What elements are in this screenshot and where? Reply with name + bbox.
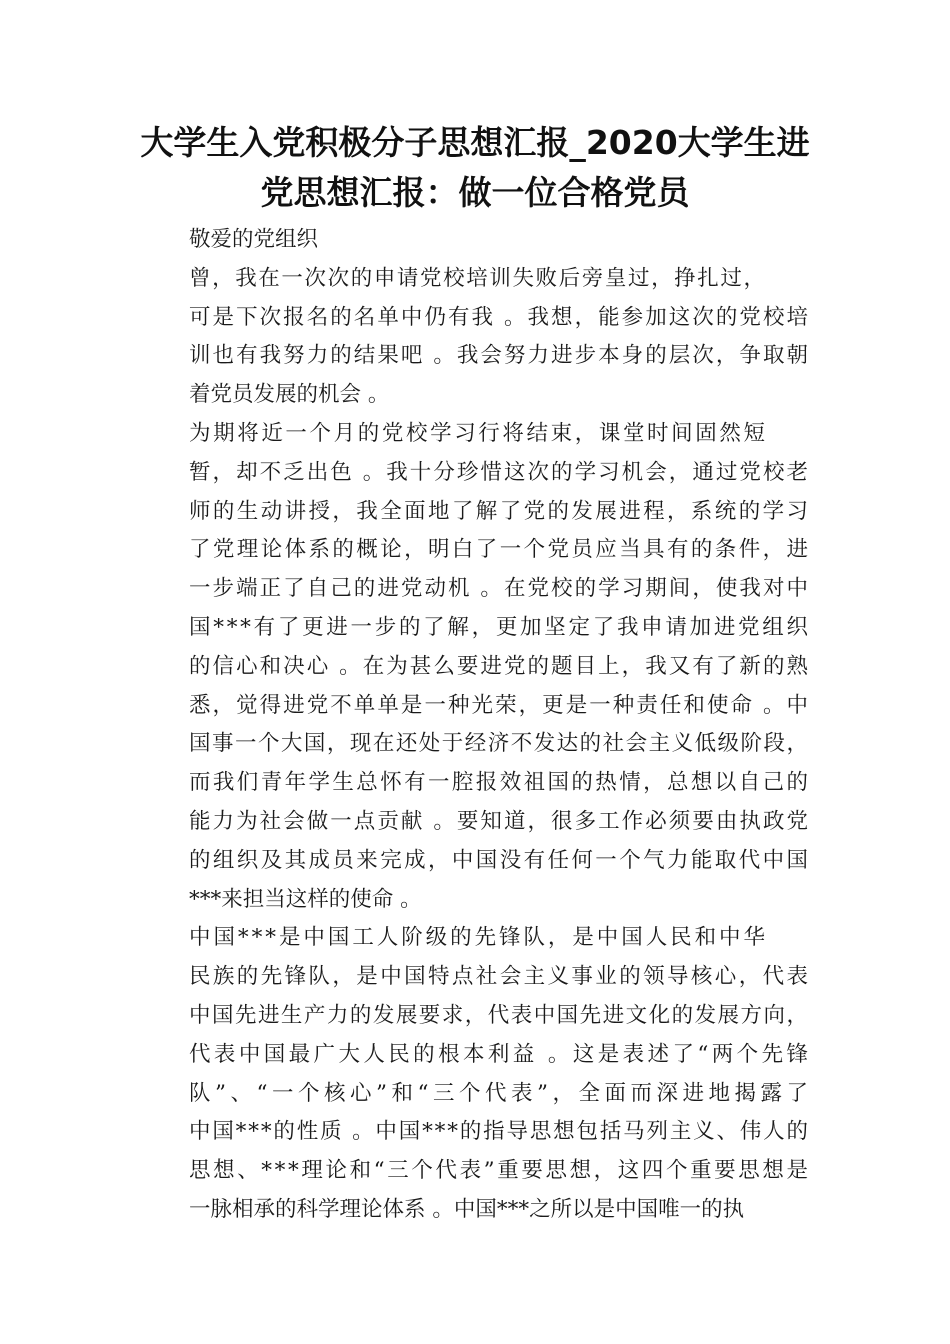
paragraph-line: 训也有我努力的结果吧 。我会努力进步本身的层次，争取朝 [189, 343, 811, 369]
paragraph [146, 919, 813, 1229]
paragraph-line: 中国***的性质 。中国***的指导思想包括马列主义、伟人的 [189, 1119, 810, 1145]
paragraph-line: ***来担当这样的使命 。 [189, 886, 422, 912]
paragraph-line: 能力为社会做一点贡献 。要知道，很多工作必须要由执政党 [189, 808, 811, 834]
paragraph-line: 为期将近一个月的党校学习行将结束，课堂时间固然短 [189, 420, 768, 446]
paragraph-line: 一步端正了自己的进党动机 。在党校的学习期间，使我对中 [189, 576, 811, 602]
paragraph-line: 悉，觉得进党不单单是一种光荣，更是一种责任和使命 。中 [189, 692, 811, 718]
paragraph-line: 国***有了更进一步的了解，更加坚定了我申请加进党组织 [189, 614, 811, 640]
paragraph-line: 的组织及其成员来完成，中国没有任何一个气力能取代中国 [189, 847, 811, 873]
paragraph-line: 暂，却不乏出色 。我十分珍惜这次的学习机会，通过党校老 [189, 459, 811, 485]
title-line: 党思想汇报：做一位合格党员 [260, 173, 690, 212]
paragraph [146, 415, 811, 919]
paragraph-line: 队”、“一个核心”和“三个代表”，全面而深进地揭露了 [189, 1080, 813, 1106]
paragraph-line: 国事一个大国，现在还处于经济不发达的社会主义低级阶段， [189, 731, 810, 757]
paragraph-line: 着党员发展的机会 。 [189, 382, 390, 408]
paragraph-line: 了党理论体系的概论，明白了一个党员应当具有的条件，进 [189, 537, 811, 563]
paragraph [146, 221, 808, 260]
paragraph-line: 思想、***理论和“三个代表”重要思想，这四个重要思想是 [189, 1158, 811, 1184]
paragraph-line: 民族的先锋队，是中国特点社会主义事业的领导核心，代表 [189, 964, 811, 990]
paragraph-line: 的信心和决心 。在为甚么要进党的题目上，我又有了新的熟 [189, 653, 811, 679]
document-body [146, 221, 813, 1230]
paragraph-line: 中国先进生产力的发展要求，代表中国先进文化的发展方向， [189, 1002, 810, 1028]
document-title [140, 118, 810, 218]
paragraph-line: 而我们青年学生总怀有一腔报效祖国的热情，总想以自己的 [189, 770, 811, 796]
paragraph [146, 260, 811, 415]
paragraph-line: 代表中国最广大人民的根本利益 。这是表述了“两个先锋 [189, 1041, 812, 1067]
paragraph-line: 曾，我在一次次的申请党校培训失败后旁皇过，挣扎过， [189, 265, 767, 291]
paragraph-line: 敬爱的党组织 [189, 227, 319, 252]
paragraph-line: 师的生动讲授，我全面地了解了党的发展进程，系统的学习 [189, 498, 811, 524]
paragraph-line: 可是下次报名的名单中仍有我 。我想，能参加这次的党校培 [189, 304, 811, 330]
title-line: 大学生入党积极分子思想汇报_2020大学生进 [140, 123, 810, 162]
paragraph-line: 中国***是中国工人阶级的先锋队，是中国人民和中华 [189, 925, 768, 951]
paragraph-line: 一脉相承的科学理论体系 。中国***之所以是中国唯一的执 [189, 1196, 745, 1222]
